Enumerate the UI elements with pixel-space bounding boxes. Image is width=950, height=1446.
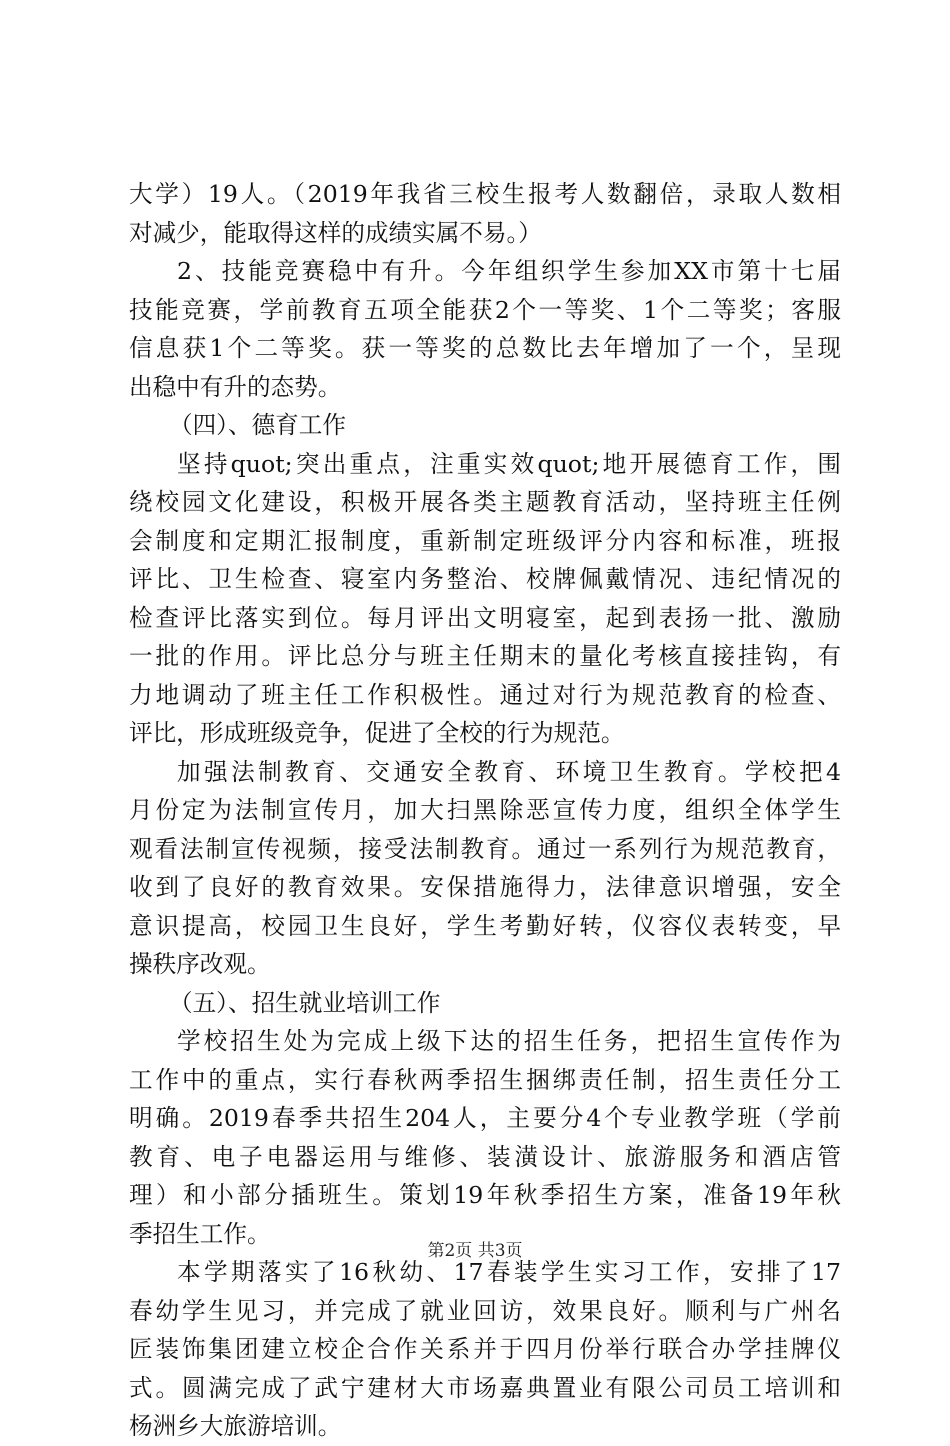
paragraph-start-line: 本学期落实了16秋幼、17春装学生实习工作，安排了17 bbox=[177, 1258, 841, 1286]
paragraph-start-line: 2、技能竞赛稳中有升。今年组织学生参加XX市第十七届 bbox=[177, 257, 841, 285]
text-line: 春幼学生见习，并完成了就业回访，效果良好。顺利与广州名 bbox=[129, 1296, 841, 1325]
text-line: 信息获1个二等奖。获一等奖的总数比去年增加了一个，呈现 bbox=[129, 334, 841, 362]
text-line: 理）和小部分插班生。策划19年秋季招生方案，准备19年秋 bbox=[129, 1181, 841, 1209]
text-line: 力地调动了班主任工作积极性。通过对行为规范教育的检查、 bbox=[129, 680, 841, 709]
text-line: 月份定为法制宣传月，加大扫黑除恶宣传力度，组织全体学生 bbox=[129, 796, 841, 824]
text-line: 技能竞赛，学前教育五项全能获2个一等奖、1个二等奖；客服 bbox=[129, 295, 841, 324]
text-line: 评比、卫生检查、寝室内务整治、校牌佩戴情况、违纪情况的 bbox=[129, 565, 841, 593]
paragraph-start-line: 学校招生处为完成上级下达的招生任务，把招生宣传作为 bbox=[177, 1027, 841, 1055]
text-line: 工作中的重点，实行春秋两季招生捆绑责任制，招生责任分工 bbox=[129, 1065, 841, 1094]
text-line: 绕校园文化建设，积极开展各类主题教育活动，坚持班主任例 bbox=[129, 488, 841, 516]
text-line: 教育、电子电器运用与维修、装潢设计、旅游服务和酒店管 bbox=[129, 1142, 841, 1171]
paragraph-start-line: 坚持quot;突出重点，注重实效quot;地开展德育工作，围 bbox=[177, 449, 841, 478]
text-line: 观看法制宣传视频，接受法制教育。通过一系列行为规范教育， bbox=[129, 834, 841, 863]
section-heading: （四）、德育工作 bbox=[169, 411, 346, 439]
text-line: 出稳中有升的态势。 bbox=[129, 372, 342, 401]
text-line: 大学）19人。（2019年我省三校生报考人数翻倍，录取人数相 bbox=[129, 180, 841, 208]
text-line: 意识提高，校园卫生良好，学生考勤好转，仪容仪表转变，早 bbox=[129, 911, 841, 940]
section-heading: （五）、招生就业培训工作 bbox=[169, 988, 441, 1017]
text-line: 检查评比落实到位。每月评出文明寝室，起到表扬一批、激励 bbox=[129, 603, 841, 632]
text-line: 式。圆满完成了武宁建材大市场嘉典置业有限公司员工培训和 bbox=[129, 1373, 841, 1402]
text-line: 收到了良好的教育效果。安保措施得力，法律意识增强，安全 bbox=[129, 873, 841, 901]
text-line: 对减少，能取得这样的成绩实属不易。） bbox=[129, 218, 542, 247]
text-line: 杨洲乡大旅游培训。 bbox=[129, 1412, 342, 1440]
text-line: 会制度和定期汇报制度，重新制定班级评分内容和标准，班报 bbox=[129, 526, 841, 555]
paragraph-start-line: 加强法制教育、交通安全教育、环境卫生教育。学校把4 bbox=[177, 757, 841, 786]
text-line: 操秩序改观。 bbox=[129, 950, 271, 978]
page-number-footer: 第2页 共3页 bbox=[427, 1241, 523, 1261]
text-line: 评比，形成班级竞争，促进了全校的行为规范。 bbox=[129, 719, 625, 747]
text-line: 匠装饰集团建立校企合作关系并于四月份举行联合办学挂牌仪 bbox=[129, 1335, 841, 1363]
text-line: 明确。2019春季共招生204人，主要分4个专业教学班（学前 bbox=[129, 1104, 841, 1132]
text-line: 一批的作用。评比总分与班主任期末的量化考核直接挂钩，有 bbox=[129, 642, 841, 670]
text-line: 季招生工作。 bbox=[129, 1219, 271, 1248]
